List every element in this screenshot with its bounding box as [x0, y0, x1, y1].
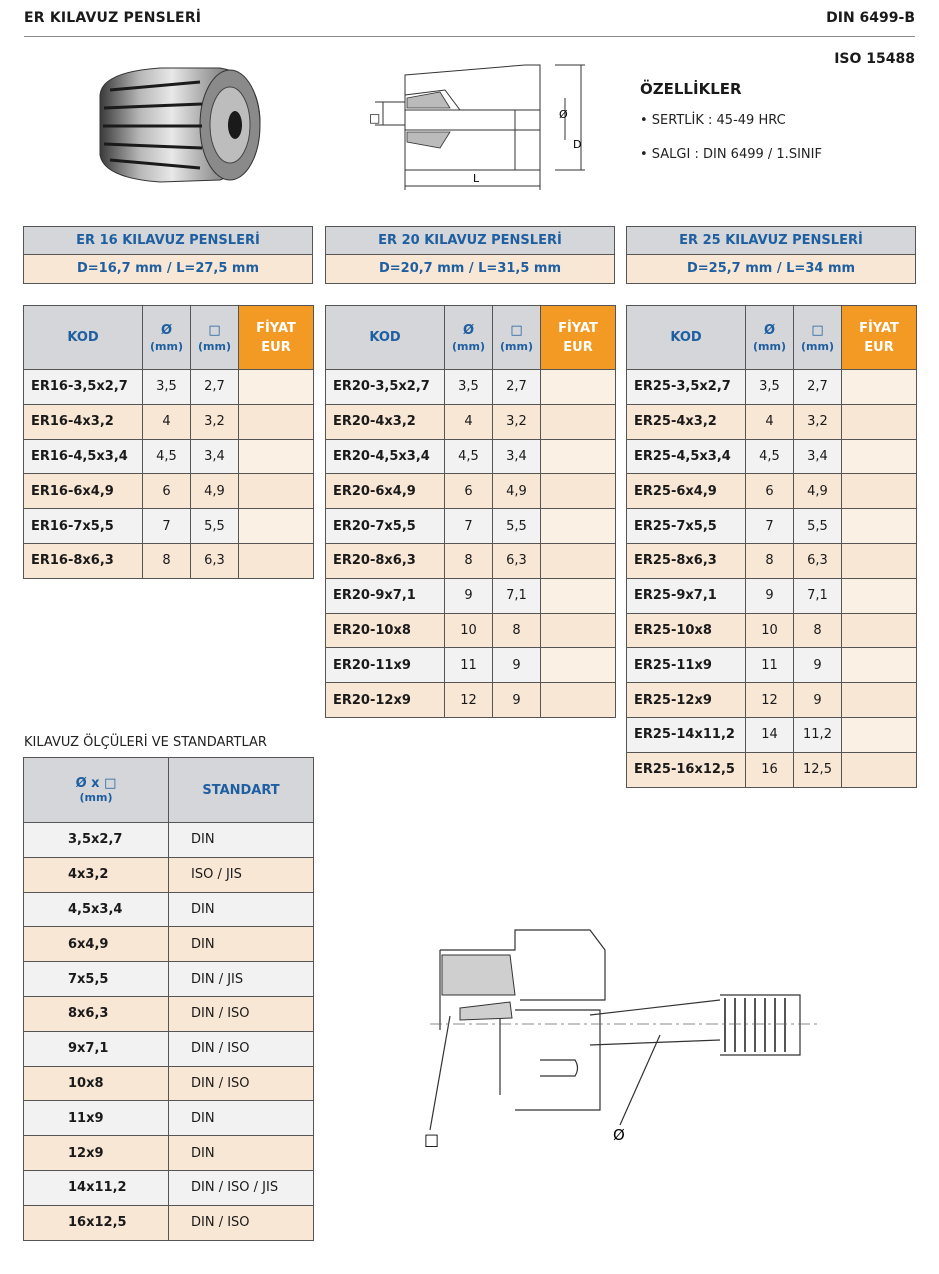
square-value: 7,1 — [794, 578, 842, 613]
er25-square-unit: (mm) — [801, 340, 834, 353]
price-cell — [842, 543, 917, 578]
product-code: ER16-6x4,9 — [24, 474, 143, 509]
product-code: ER25-16x12,5 — [627, 752, 746, 787]
diameter-value: 3,5 — [746, 370, 794, 405]
table-row — [627, 439, 917, 474]
er16-dims: D=16,7 mm / L=27,5 mm — [24, 255, 312, 283]
product-code: ER20-4x3,2 — [326, 404, 445, 439]
table-row — [627, 613, 917, 648]
er20-diameter-symbol: Ø — [462, 323, 475, 338]
diameter-value: 4,5 — [445, 439, 493, 474]
standard-label: DIN 6499-B — [826, 10, 915, 26]
tap-standard: DIN — [169, 892, 314, 927]
table-row — [24, 962, 314, 997]
table-row — [24, 823, 314, 858]
er20-kod-header: KOD — [326, 306, 445, 370]
er25-dims: D=25,7 mm / L=34 mm — [627, 255, 915, 283]
er25-currency-label: EUR — [864, 339, 894, 355]
table-row — [326, 613, 616, 648]
product-code: ER25-8x6,3 — [627, 543, 746, 578]
product-code: ER20-3,5x2,7 — [326, 370, 445, 405]
table-row — [627, 683, 917, 718]
table-row — [627, 370, 917, 405]
page-title: ER KILAVUZ PENSLERİ — [24, 10, 202, 26]
square-value: 3,2 — [493, 404, 541, 439]
er16-square-header — [191, 306, 239, 370]
price-cell — [541, 648, 616, 683]
diameter-value: 10 — [445, 613, 493, 648]
drawing-diameter-label: Ø — [559, 108, 568, 121]
er25-diameter-header — [746, 306, 794, 370]
diameter-value: 8 — [746, 543, 794, 578]
tap-standard: DIN / ISO — [169, 1066, 314, 1101]
standards-size-header — [24, 758, 169, 823]
square-value: 3,2 — [794, 404, 842, 439]
table-row — [24, 1170, 314, 1205]
standards-table — [23, 757, 314, 1241]
tap-standard: DIN — [169, 823, 314, 858]
assembly-drawing — [420, 920, 830, 1150]
table-row — [326, 509, 616, 544]
tap-standard: DIN — [169, 1136, 314, 1171]
features-box — [640, 80, 822, 181]
table-row — [24, 439, 314, 474]
product-code: ER25-10x8 — [627, 613, 746, 648]
product-code: ER20-11x9 — [326, 648, 445, 683]
tap-standard: DIN / JIS — [169, 962, 314, 997]
er20-square-unit: (mm) — [500, 340, 533, 353]
table-row — [24, 1205, 314, 1240]
er25-table — [626, 305, 917, 788]
er20-info-box — [325, 226, 615, 284]
er20-diameter-header — [445, 306, 493, 370]
table-row — [24, 1136, 314, 1171]
square-value: 2,7 — [794, 370, 842, 405]
square-value: 8 — [493, 613, 541, 648]
tap-size: 4x3,2 — [24, 857, 169, 892]
price-cell — [842, 474, 917, 509]
feature-hardness: • SERTLİK : 45-49 HRC — [640, 113, 786, 128]
price-cell — [842, 578, 917, 613]
assembly-square-label: □ — [424, 1130, 440, 1149]
diameter-value: 16 — [746, 752, 794, 787]
diameter-value: 7 — [143, 509, 191, 544]
diameter-value: 7 — [746, 509, 794, 544]
price-cell — [842, 648, 917, 683]
square-value: 2,7 — [493, 370, 541, 405]
square-value: 5,5 — [493, 509, 541, 544]
product-code: ER16-4x3,2 — [24, 404, 143, 439]
square-value: 6,3 — [493, 543, 541, 578]
tap-standard: DIN — [169, 927, 314, 962]
features-title: ÖZELLİKLER — [640, 80, 742, 98]
collet-drawing — [365, 60, 595, 195]
table-row — [24, 509, 314, 544]
er20-square-header — [493, 306, 541, 370]
table-row — [627, 717, 917, 752]
diameter-value: 9 — [445, 578, 493, 613]
square-value: 6,3 — [191, 543, 239, 578]
price-cell — [541, 474, 616, 509]
price-cell — [239, 543, 314, 578]
table-row — [627, 578, 917, 613]
table-row — [326, 439, 616, 474]
product-code: ER25-4,5x3,4 — [627, 439, 746, 474]
diameter-value: 6 — [143, 474, 191, 509]
price-cell — [842, 370, 917, 405]
table-row — [627, 404, 917, 439]
diameter-value: 12 — [746, 683, 794, 718]
price-cell — [842, 683, 917, 718]
er16-diameter-symbol: Ø — [160, 323, 173, 338]
er20-header-row — [326, 306, 616, 370]
product-code: ER20-4,5x3,4 — [326, 439, 445, 474]
product-code: ER25-14x11,2 — [627, 717, 746, 752]
table-row — [24, 474, 314, 509]
er16-square-symbol: □ — [208, 323, 221, 338]
diameter-value: 4,5 — [746, 439, 794, 474]
diameter-value: 3,5 — [445, 370, 493, 405]
er20-title: ER 20 KILAVUZ PENSLERİ — [326, 227, 614, 255]
table-row — [326, 648, 616, 683]
price-cell — [842, 439, 917, 474]
er25-square-symbol: □ — [811, 323, 824, 338]
price-cell — [541, 683, 616, 718]
er25-square-header — [794, 306, 842, 370]
diameter-value: 4 — [445, 404, 493, 439]
product-code: ER20-12x9 — [326, 683, 445, 718]
square-value: 4,9 — [493, 474, 541, 509]
standards-standard-header: STANDART — [169, 758, 314, 823]
square-value: 12,5 — [794, 752, 842, 787]
price-cell — [541, 439, 616, 474]
assembly-diameter-label: Ø — [613, 1126, 625, 1144]
square-value: 6,3 — [794, 543, 842, 578]
table-row — [326, 474, 616, 509]
table-row — [24, 543, 314, 578]
table-row — [24, 1066, 314, 1101]
diameter-value: 4 — [143, 404, 191, 439]
tap-standard: DIN / ISO — [169, 1205, 314, 1240]
square-value: 11,2 — [794, 717, 842, 752]
price-cell — [842, 752, 917, 787]
er20-diameter-unit: (mm) — [452, 340, 485, 353]
square-value: 9 — [794, 683, 842, 718]
diameter-value: 4,5 — [143, 439, 191, 474]
drawing-d-label: D — [573, 138, 582, 151]
tap-size: 10x8 — [24, 1066, 169, 1101]
tap-size: 7x5,5 — [24, 962, 169, 997]
diameter-value: 14 — [746, 717, 794, 752]
product-code: ER25-11x9 — [627, 648, 746, 683]
er16-kod-header: KOD — [24, 306, 143, 370]
product-code: ER25-3,5x2,7 — [627, 370, 746, 405]
table-row — [24, 892, 314, 927]
er16-diameter-unit: (mm) — [150, 340, 183, 353]
table-row — [326, 683, 616, 718]
er20-dims: D=20,7 mm / L=31,5 mm — [326, 255, 614, 283]
tap-size: 16x12,5 — [24, 1205, 169, 1240]
square-value: 3,4 — [191, 439, 239, 474]
table-row — [326, 404, 616, 439]
price-cell — [541, 509, 616, 544]
table-row — [326, 578, 616, 613]
price-cell — [842, 717, 917, 752]
tap-standard: ISO / JIS — [169, 857, 314, 892]
tap-size: 9x7,1 — [24, 1031, 169, 1066]
tap-size: 14x11,2 — [24, 1170, 169, 1205]
standards-size-label: Ø x □ — [75, 776, 117, 791]
square-value: 8 — [794, 613, 842, 648]
tap-standard: DIN — [169, 1101, 314, 1136]
price-cell — [239, 439, 314, 474]
diameter-value: 12 — [445, 683, 493, 718]
tap-standard: DIN / ISO / JIS — [169, 1170, 314, 1205]
diameter-value: 10 — [746, 613, 794, 648]
table-row — [627, 543, 917, 578]
standards-title: KILAVUZ ÖLÇÜLERİ VE STANDARTLAR — [24, 735, 267, 750]
product-code: ER20-8x6,3 — [326, 543, 445, 578]
product-code: ER16-8x6,3 — [24, 543, 143, 578]
tap-size: 8x6,3 — [24, 996, 169, 1031]
er16-currency-label: EUR — [261, 339, 291, 355]
product-code: ER16-7x5,5 — [24, 509, 143, 544]
iso-label: ISO 15488 — [834, 51, 915, 67]
diameter-value: 7 — [445, 509, 493, 544]
table-row — [24, 996, 314, 1031]
product-code: ER25-7x5,5 — [627, 509, 746, 544]
price-cell — [541, 613, 616, 648]
er16-table — [23, 305, 314, 579]
diameter-value: 11 — [445, 648, 493, 683]
er16-header-row — [24, 306, 314, 370]
square-value: 3,2 — [191, 404, 239, 439]
product-code: ER16-4,5x3,4 — [24, 439, 143, 474]
product-code: ER20-7x5,5 — [326, 509, 445, 544]
price-cell — [842, 509, 917, 544]
tap-size: 6x4,9 — [24, 927, 169, 962]
square-value: 2,7 — [191, 370, 239, 405]
diameter-value: 8 — [143, 543, 191, 578]
product-code: ER20-10x8 — [326, 613, 445, 648]
price-cell — [541, 543, 616, 578]
price-cell — [541, 404, 616, 439]
price-cell — [239, 404, 314, 439]
tap-size: 3,5x2,7 — [24, 823, 169, 858]
tap-standard: DIN / ISO — [169, 996, 314, 1031]
er25-title: ER 25 KILAVUZ PENSLERİ — [627, 227, 915, 255]
er25-info-box — [626, 226, 916, 284]
table-row — [24, 857, 314, 892]
price-cell — [842, 613, 917, 648]
er25-price-header — [842, 306, 917, 370]
table-row — [24, 404, 314, 439]
diameter-value: 11 — [746, 648, 794, 683]
er16-title: ER 16 KILAVUZ PENSLERİ — [24, 227, 312, 255]
price-cell — [239, 370, 314, 405]
product-code: ER20-6x4,9 — [326, 474, 445, 509]
product-code: ER16-3,5x2,7 — [24, 370, 143, 405]
drawing-square-label: □ — [369, 111, 381, 125]
er20-price-label: FİYAT — [558, 320, 598, 336]
tap-size: 12x9 — [24, 1136, 169, 1171]
product-code: ER25-4x3,2 — [627, 404, 746, 439]
diameter-value: 8 — [445, 543, 493, 578]
diameter-value: 6 — [445, 474, 493, 509]
price-cell — [541, 578, 616, 613]
diameter-value: 9 — [746, 578, 794, 613]
table-row — [24, 370, 314, 405]
table-row — [24, 1101, 314, 1136]
table-row — [24, 927, 314, 962]
square-value: 3,4 — [493, 439, 541, 474]
square-value: 5,5 — [191, 509, 239, 544]
er25-price-label: FİYAT — [859, 320, 899, 336]
square-value: 4,9 — [191, 474, 239, 509]
er20-price-header — [541, 306, 616, 370]
product-code: ER20-9x7,1 — [326, 578, 445, 613]
er25-diameter-unit: (mm) — [753, 340, 786, 353]
price-cell — [842, 404, 917, 439]
price-cell — [239, 509, 314, 544]
square-value: 9 — [493, 683, 541, 718]
table-row — [627, 752, 917, 787]
header-divider — [24, 36, 915, 37]
price-cell — [239, 474, 314, 509]
table-row — [326, 370, 616, 405]
table-row — [627, 509, 917, 544]
er16-price-label: FİYAT — [256, 320, 296, 336]
feature-runout: • SALGI : DIN 6499 / 1.SINIF — [640, 147, 822, 162]
table-row — [627, 474, 917, 509]
square-value: 9 — [493, 648, 541, 683]
er25-kod-header: KOD — [627, 306, 746, 370]
tap-size: 11x9 — [24, 1101, 169, 1136]
er16-price-header — [239, 306, 314, 370]
price-cell — [541, 370, 616, 405]
square-value: 3,4 — [794, 439, 842, 474]
square-value: 9 — [794, 648, 842, 683]
standards-size-unit: (mm) — [79, 791, 113, 804]
table-row — [326, 543, 616, 578]
er20-table — [325, 305, 616, 718]
diameter-value: 3,5 — [143, 370, 191, 405]
er20-currency-label: EUR — [563, 339, 593, 355]
tap-size: 4,5x3,4 — [24, 892, 169, 927]
diameter-value: 4 — [746, 404, 794, 439]
diameter-value: 6 — [746, 474, 794, 509]
er25-header-row — [627, 306, 917, 370]
product-code: ER25-12x9 — [627, 683, 746, 718]
collet-photo — [90, 60, 270, 190]
product-code: ER25-9x7,1 — [627, 578, 746, 613]
table-row — [627, 648, 917, 683]
tap-standard: DIN / ISO — [169, 1031, 314, 1066]
product-code: ER25-6x4,9 — [627, 474, 746, 509]
er16-info-box — [23, 226, 313, 284]
drawing-l-label: L — [473, 172, 480, 185]
square-value: 5,5 — [794, 509, 842, 544]
er25-diameter-symbol: Ø — [763, 323, 776, 338]
square-value: 4,9 — [794, 474, 842, 509]
table-row — [24, 1031, 314, 1066]
er16-square-unit: (mm) — [198, 340, 231, 353]
er20-square-symbol: □ — [510, 323, 523, 338]
square-value: 7,1 — [493, 578, 541, 613]
er16-diameter-header — [143, 306, 191, 370]
